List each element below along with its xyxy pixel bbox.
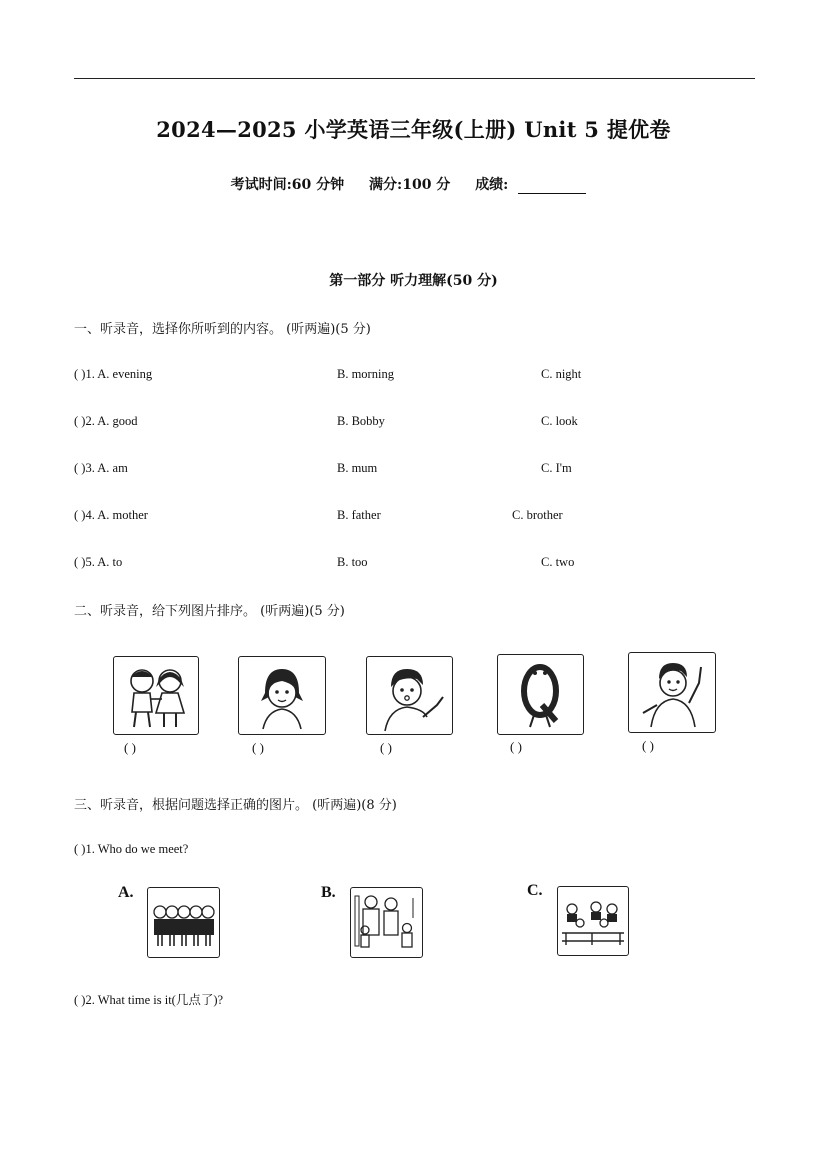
q2-number-a: ( )2. A. good bbox=[74, 414, 138, 428]
score-blank[interactable] bbox=[518, 179, 586, 194]
boy-waving-icon bbox=[628, 652, 716, 733]
q3-option-b: B. mum bbox=[337, 461, 378, 475]
score-field bbox=[475, 177, 596, 193]
part-one-title: 第一部分 听力理解(50 分) bbox=[329, 273, 498, 289]
q5-option-b: B. too bbox=[337, 555, 368, 569]
girl-icon bbox=[238, 656, 326, 735]
order-blank-5[interactable]: ( ) bbox=[642, 738, 654, 753]
s3-question-2: ( )2. What time is it(几点了)? bbox=[74, 993, 224, 1007]
family-icon bbox=[350, 887, 423, 958]
full-score: 满分:100 分 bbox=[369, 177, 451, 193]
children-group-icon bbox=[147, 887, 220, 958]
section-two-title: 二、听录音，给下列图片排序。 (听两遍)(5 分) bbox=[74, 604, 345, 619]
page-title: 2024—2025 小学英语三年级(上册) Unit 5 提优卷 bbox=[156, 117, 671, 142]
option-c-label: C. bbox=[527, 882, 543, 899]
q4-option-b: B. father bbox=[337, 508, 381, 522]
top-rule bbox=[74, 78, 755, 79]
section-three-title: 三、听录音，根据问题选择正确的图片。 (听两遍)(8 分) bbox=[74, 798, 397, 813]
q3-option-c: C. I'm bbox=[541, 461, 572, 475]
s3-question-1: ( )1. Who do we meet? bbox=[74, 842, 189, 856]
q1-option-c: C. night bbox=[541, 367, 582, 381]
classroom-icon bbox=[557, 886, 629, 956]
score-label: 成绩: bbox=[475, 177, 509, 193]
q1-option-b: B. morning bbox=[337, 367, 394, 381]
q1-number-a: ( )1. A. evening bbox=[74, 367, 153, 381]
letter-q-icon bbox=[497, 654, 584, 735]
option-b-label: B. bbox=[321, 884, 336, 901]
exam-meta bbox=[0, 174, 827, 194]
exam-time: 考试时间:60 分钟 bbox=[230, 177, 345, 193]
q5-number-a: ( )5. A. to bbox=[74, 555, 123, 569]
boy-pointing-icon bbox=[366, 656, 453, 735]
order-blank-4[interactable]: ( ) bbox=[510, 739, 522, 754]
two-children-icon bbox=[113, 656, 199, 735]
q4-number-a: ( )4. A. mother bbox=[74, 508, 148, 522]
section-one-title: 一、听录音，选择你所听到的内容。 (听两遍)(5 分) bbox=[74, 322, 371, 337]
q5-option-c: C. two bbox=[541, 555, 575, 569]
order-blank-2[interactable]: ( ) bbox=[252, 740, 264, 755]
q4-option-c: C. brother bbox=[512, 508, 563, 522]
q2-option-b: B. Bobby bbox=[337, 414, 385, 428]
q2-option-c: C. look bbox=[541, 414, 578, 428]
q3-number-a: ( )3. A. am bbox=[74, 461, 128, 475]
option-a-label: A. bbox=[118, 884, 134, 901]
order-blank-1[interactable]: ( ) bbox=[124, 740, 136, 755]
order-blank-3[interactable]: ( ) bbox=[380, 740, 392, 755]
